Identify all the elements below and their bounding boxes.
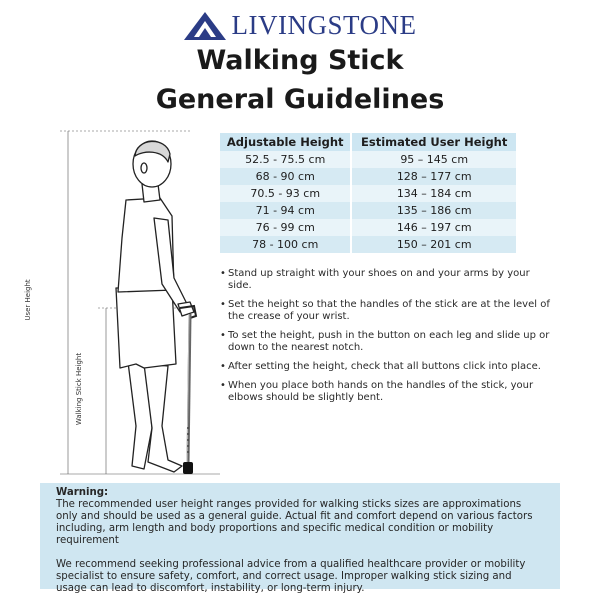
user-height-cell: 134 – 184 cm [351,185,516,202]
livingstone-logo-icon [184,12,226,40]
list-item: • After setting the height, check that all buttons click into place. [220,361,550,373]
table-row [220,219,516,236]
table-row [220,168,516,185]
page-title-line-2: General Guidelines [155,84,445,115]
list-item: • Stand up straight with your shoes on and your arms by your side. [220,268,550,292]
adjustable-height-cell: 52.5 - 75.5 cm [220,151,351,168]
list-item: • Set the height so that the handles of the stick are at the level of the crease of your wrist. [220,299,550,323]
column-header-estimated-user-height: Estimated User Height [351,133,516,151]
warning-paragraph-1: The recommended user height ranges provided for walking sticks sizes are approximations only and should be used as a general guide. Actual fit and comfort depend on various factors including, arm length and body proportions and specific medical condition or mobility requirement [56,499,533,546]
table-row [220,185,516,202]
table-row [220,202,516,219]
warning-title: Warning: [56,487,109,498]
table-row [220,236,516,253]
guideline-list [220,268,550,411]
adjustable-height-cell: 71 - 94 cm [220,202,351,219]
adjustable-height-cell: 78 - 100 cm [220,236,351,253]
list-item: • To set the height, push in the button on each leg and slide up or down to the nearest notch. [220,330,550,354]
column-header-adjustable-height: Adjustable Height [220,133,351,151]
list-item: • When you place both hands on the handles of the stick, your elbows should be slightly bent. [220,380,550,404]
brand-header [0,10,600,41]
warning-paragraph-2: We recommend seeking professional advice from a qualified healthcare provider or mobility specialist to ensure safety, comfort, and correct usage. Improper walking stick sizing and usage can lead to discomfort, instability, or long-term injury. [56,559,526,594]
page-title-line-1: Walking Stick [196,45,404,76]
user-height-label: User Height [24,279,32,321]
user-with-walking-stick-illustration [40,128,220,478]
adjustable-height-cell: 70.5 - 93 cm [220,185,351,202]
person-figure [116,141,194,472]
user-height-cell: 95 – 145 cm [351,151,516,168]
user-height-cell: 146 – 197 cm [351,219,516,236]
size-table [220,133,516,253]
walking-stick-height-label: Walking Stick Height [75,352,83,426]
adjustable-height-cell: 76 - 99 cm [220,219,351,236]
warning-box [40,483,560,594]
walking-stick [180,306,196,474]
user-height-cell: 128 – 177 cm [351,168,516,185]
user-height-cell: 135 – 186 cm [351,202,516,219]
adjustable-height-cell: 68 - 90 cm [220,168,351,185]
user-height-cell: 150 – 201 cm [351,236,516,253]
table-row [220,151,516,168]
table-header-row [220,133,516,151]
brand-name: LIVINGSTONE [231,10,417,40]
